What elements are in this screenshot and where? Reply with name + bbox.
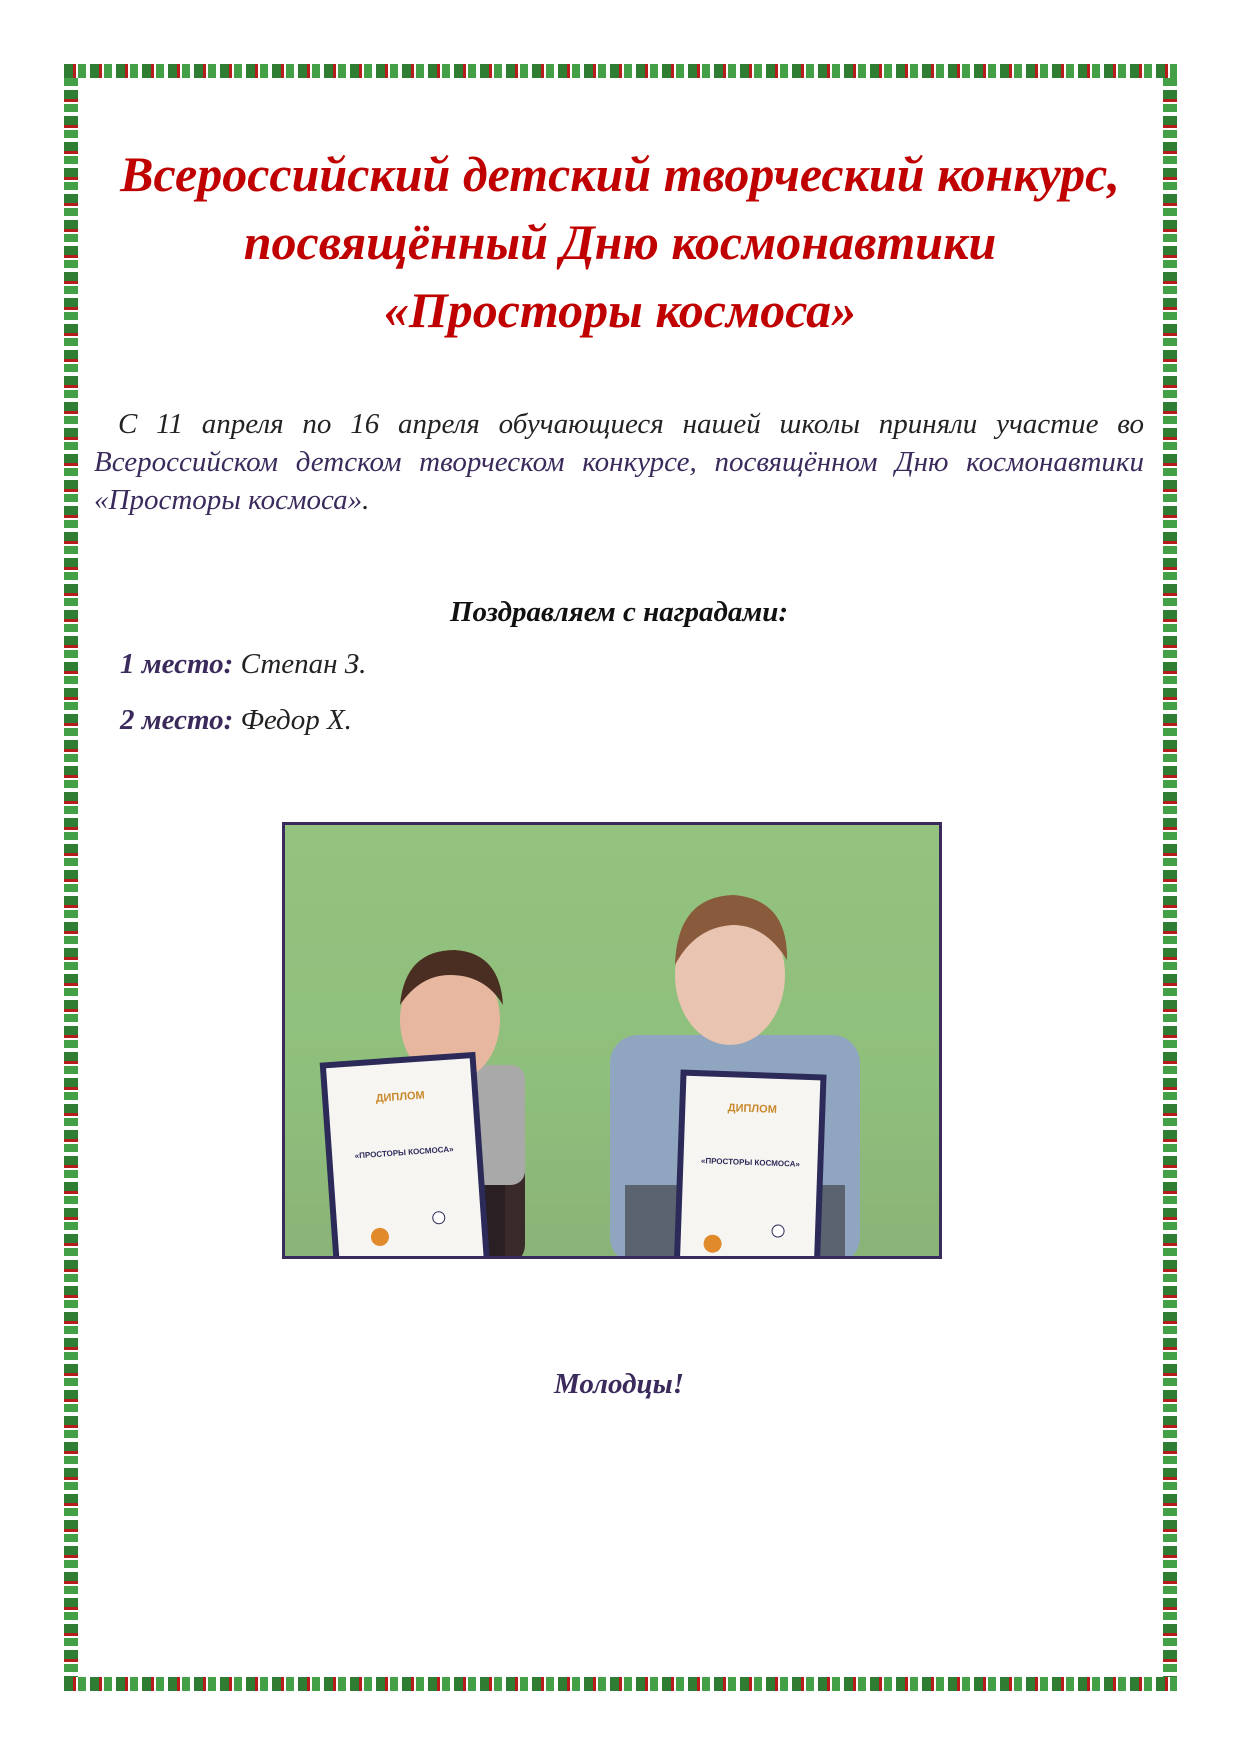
diploma-right [677,1073,824,1256]
winners-photo [282,822,942,1259]
diploma-left-header: ДИПЛОМ [375,1089,426,1105]
diploma-left [323,1055,487,1256]
closing-text: Молодцы! [553,1368,685,1400]
winners-photo-illustration [285,825,939,1256]
congrats-heading: Поздравляем с наградами: [449,596,788,628]
award-name: Степан З. [240,648,367,680]
page-title: Всероссийский детский творческий конкурс, посвящённый Дню космонавтики «Просторы космоса» [120,146,1120,338]
intro-contest-name: Всероссийском детском творческом конкурсе, посвящённом Дню космонавтики «Просторы космоса» [94,446,1144,516]
diploma-left-title: «ПРОСТОРЫ КОСМОСА» [354,1144,454,1161]
diploma-right-header: ДИПЛОМ [727,1102,778,1116]
award-label: 1 место: [120,648,234,680]
intro-paragraph [94,405,1144,519]
award-second [120,704,1020,737]
diploma-right-title: «ПРОСТОРЫ КОСМОСА» [700,1156,801,1169]
award-first [120,648,1020,681]
award-label: 2 место: [120,704,234,736]
intro-text-end: . [362,484,370,516]
intro-text-start: С 11 апреля по 16 апреля обучающиеся нашей школы приняли участие во [118,408,1144,440]
award-name: Федор Х. [240,704,352,736]
